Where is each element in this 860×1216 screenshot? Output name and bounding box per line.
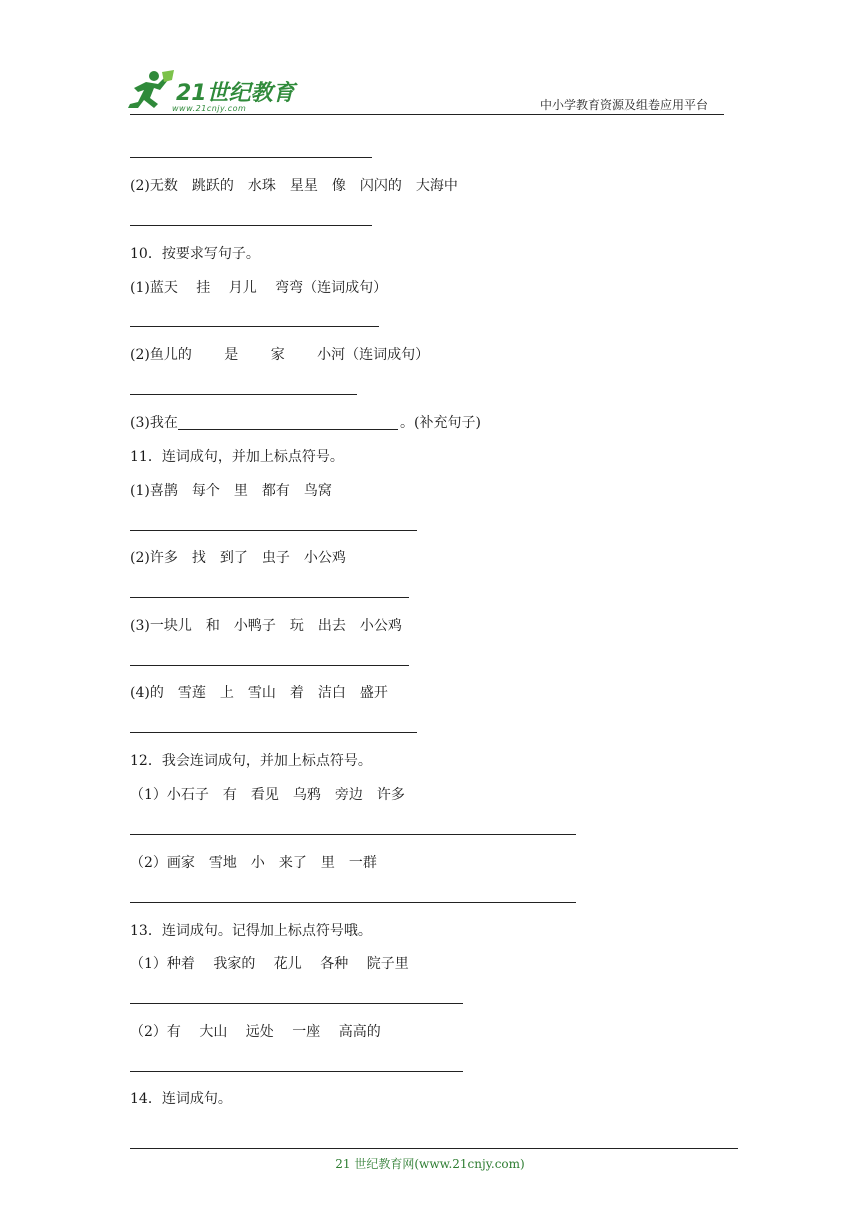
answer-line[interactable] (130, 157, 372, 158)
q12-item-1: （1）小石子 有 看见 乌鸦 旁边 许多 (130, 787, 405, 803)
q11-item-3: (3)一块儿 和 小鸭子 玩 出去 小公鸡 (130, 618, 402, 634)
q10-item-3-prefix: (3)我在 (130, 415, 178, 431)
q11-item-4: (4)的 雪莲 上 雪山 着 洁白 盛开 (130, 685, 388, 701)
answer-line[interactable] (130, 732, 417, 733)
q13-title: 13．连词成句。记得加上标点符号哦。 (130, 923, 372, 939)
q11-title: 11．连词成句，并加上标点符号。 (130, 449, 344, 465)
fill-blank[interactable] (178, 429, 398, 430)
q9-item-2: (2)无数 跳跃的 水珠 星星 像 闪闪的 大海中 (130, 178, 458, 194)
q10-item-1: (1)蓝天 挂 月儿 弯弯（连词成句） (130, 280, 388, 296)
answer-line[interactable] (130, 597, 409, 598)
platform-name: 中小学教育资源及组卷应用平台 (540, 98, 709, 112)
q13-item-2: （2）有 大山 远处 一座 高高的 (130, 1024, 381, 1040)
site-logo (124, 68, 304, 120)
q11-item-2: (2)许多 找 到了 虫子 小公鸡 (130, 550, 346, 566)
answer-line[interactable] (130, 1071, 463, 1072)
logo-text: 21世纪教育 (176, 81, 295, 106)
answer-line[interactable] (130, 530, 417, 531)
answer-line[interactable] (130, 902, 576, 903)
q10-title: 10．按要求写句子。 (130, 246, 260, 262)
q12-title: 12．我会连词成句，并加上标点符号。 (130, 753, 372, 769)
logo-url: www.21cnjy.com (172, 104, 247, 113)
q13-item-1: （1）种着 我家的 花儿 各种 院子里 (130, 956, 409, 972)
footer-rule (130, 1148, 738, 1149)
answer-line[interactable] (130, 394, 357, 395)
footer-text: 21 世纪教育网(www.21cnjy.com) (335, 1157, 525, 1171)
answer-line[interactable] (130, 326, 379, 327)
answer-line[interactable] (130, 1003, 463, 1004)
answer-line[interactable] (130, 665, 409, 666)
answer-line[interactable] (130, 834, 576, 835)
header-rule (130, 114, 724, 115)
q12-item-2: （2）画家 雪地 小 来了 里 一群 (130, 855, 377, 871)
answer-line[interactable] (130, 225, 372, 226)
runner-logo-icon (124, 68, 176, 114)
q14-title: 14．连词成句。 (130, 1091, 232, 1107)
q10-item-2: (2)鱼儿的 是 家 小河（连词成句） (130, 347, 430, 363)
q10-item-3-suffix: 。(补充句子) (400, 415, 481, 431)
q11-item-1: (1)喜鹊 每个 里 都有 鸟窝 (130, 483, 332, 499)
